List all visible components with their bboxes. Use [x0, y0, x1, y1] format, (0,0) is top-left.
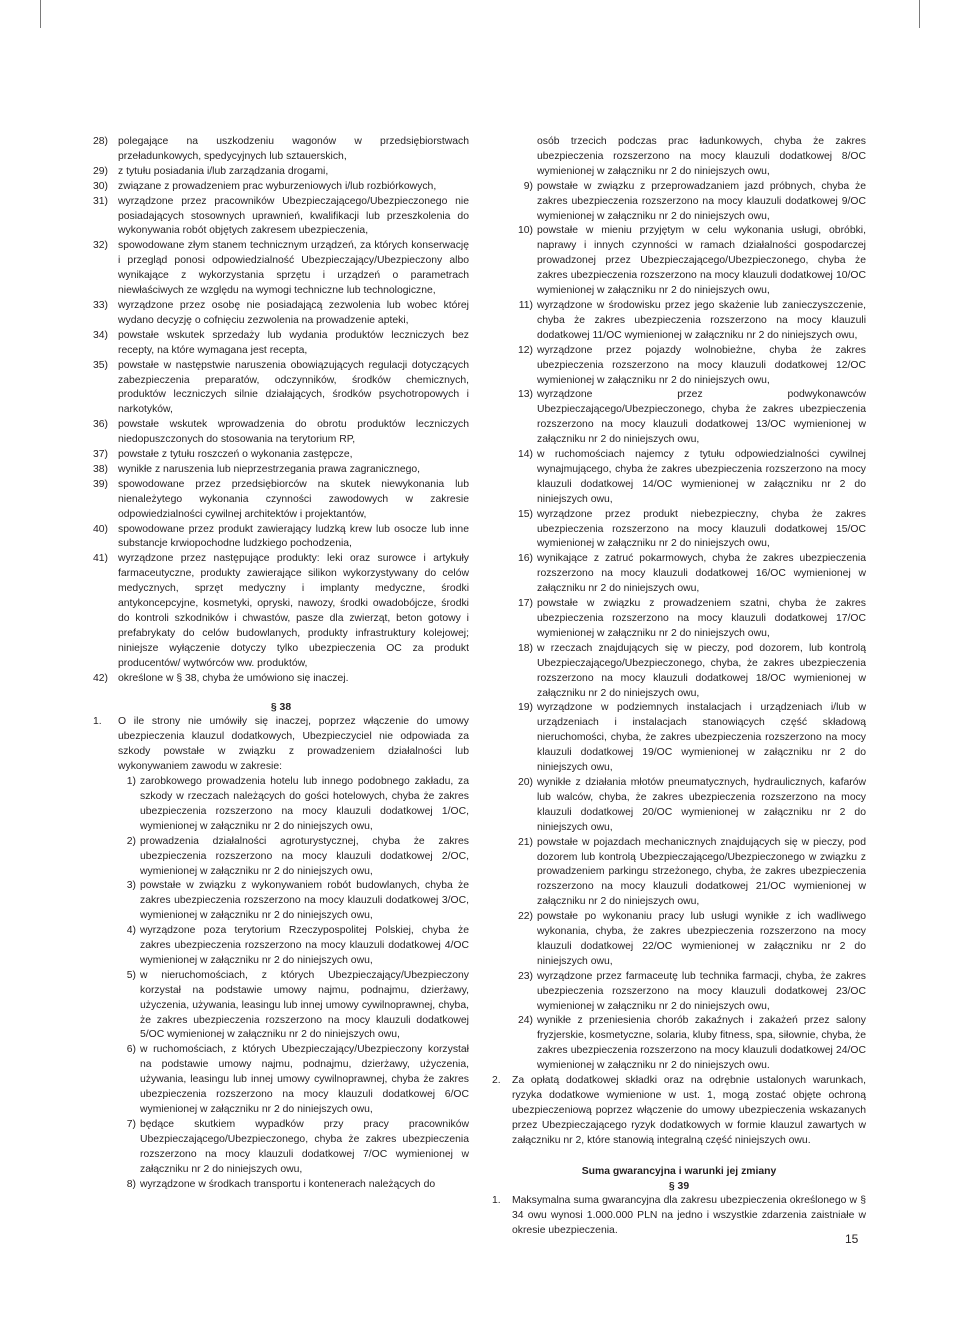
list-item	[492, 344, 866, 389]
list-item-number: 41)	[93, 553, 109, 565]
list-item-number: 19)	[517, 702, 533, 714]
crop-mark-right	[919, 0, 920, 28]
section-38-items-continued	[492, 180, 866, 1074]
list-item-text: osób trzecich podczas prac ładunkowych, chyba że zakres ubezpieczenia rozszerzono na mocy klauzuli dodatkowej 8/OC wymienionej w załączniku nr 2 do niniejszych owu,	[537, 136, 866, 177]
list-item-text: powstałe wskutek sprzedaży lub wydania produktów leczniczych bez recepty, na które wymagana jest recepta,	[118, 329, 469, 356]
list-item-text: będące skutkiem wypadków przy pracy pracowników Ubezpieczającego/Ubezpieczonego, chyba że zakres ubezpieczenia rozszerzono na mocy klauzuli dodatkowej 7/OC wymienionej w załączniku nr 2 do niniejszych owu,	[140, 1118, 469, 1175]
list-item-number: 12)	[517, 344, 533, 356]
list-item-number: 34)	[93, 329, 109, 341]
list-item-text: zarobkowego prowadzenia hotelu lub innego podobnego zakładu, za szkody w rzeczach należących do gości hotelowych, chyba że zakres ubezpieczenia rozszerzono na mocy klauzuli dodatkowej 1/OC, wymienionej w załączniku nr 2 do niniejszych owu,	[140, 776, 469, 832]
list-item-number: 17)	[517, 598, 533, 610]
exclusions-list-continued	[93, 135, 469, 687]
section-38-heading: § 38	[270, 701, 292, 713]
list-item	[492, 836, 866, 911]
list-item-text: wyrządzone w środowisku przez jego skażenie lub zanieczyszczenie, chyba że zakres ubezpieczenia rozszerzono na mocy klauzuli dodatkowej 11/OC wymienionej w załączniku nr 2 do niniejszych owu,	[537, 299, 866, 341]
list-item	[492, 1014, 866, 1074]
list-item-number: 29)	[93, 165, 109, 177]
list-item	[93, 463, 469, 478]
list-item-text: w rzeczach znajdujących się w pieczy, pod dozorem, lub kontrolą Ubezpieczającego/Ubezpieczonego, chyba, że zakres ubezpieczenia rozszerzono na mocy klauzuli dodatkowej 18/OC wymienionej w załączniku nr 2 do niniejszych owu,	[537, 642, 866, 699]
list-item-number: 39)	[93, 478, 109, 490]
list-item-text: wyrządzone przez farmaceutę lub technika farmacji, chyba, że zakres ubezpieczenia rozszerzono na mocy klauzuli dodatkowej 23/OC wymienionej w załączniku nr 2 do niniejszych owu,	[537, 970, 866, 1012]
list-item	[93, 299, 469, 329]
list-item-text: polegające na uszkodzeniu wagonów w przedsiębiorstwach przeładunkowych, spedycyjnych lub sztauerskich,	[118, 136, 469, 162]
list-item	[492, 597, 866, 642]
list-item-8-continued	[492, 135, 866, 180]
list-item-number: 16)	[517, 553, 533, 565]
list-item	[93, 329, 469, 359]
list-item-text: wyrządzone przez podwykonawców Ubezpieczającego/Ubezpieczonego, chyba że zakres ubezpieczenia rozszerzono na mocy klauzuli dodatkowej 13/OC wymienionej w załączniku nr 2 do niniejszych owu,	[537, 389, 866, 446]
list-item-text: spowodowane przez przedsiębiorców na skutek niewykonania lub nienależytego wykonania czynności zawodowych w zakresie odpowiedzialności cywilnej architektów i projektantów,	[118, 478, 469, 520]
list-item-text: wyrządzone przez pracowników Ubezpieczającego/Ubezpieczonego nie posiadających stosownych uprawnień, kwalifikacji lub przeszkolenia do wykonywania robót objętych zakresem ubezpieczenia,	[118, 195, 469, 237]
list-item	[492, 448, 866, 508]
left-column	[93, 135, 469, 1192]
list-item-text: spowodowane złym stanem technicznym urządzeń, za których konserwację i przegląd ponosi odpowiedzialność Ubezpieczający/Ubezpieczony albo wynikające z wykorzystania sprzętu i urządzeń o parametrach niewłaściwych ze względu na wymogi techniczne lub technologiczne,	[118, 240, 469, 297]
list-item	[93, 1178, 469, 1193]
list-item-number: 38)	[93, 463, 109, 475]
crop-mark-left	[40, 0, 41, 28]
list-item	[492, 180, 866, 225]
list-item-number: 30)	[93, 180, 109, 192]
list-item-number: 32)	[93, 240, 109, 252]
list-item-text: w nieruchomościach, z których Ubezpieczający/Ubezpieczony korzystał na podstawie umowy najmu, podnajmu, dzierżawy, użyczenia, używania, leasingu lub innej umowy cywilnoprawnej, chyba, że zakres ubezpieczenia rozszerzono na mocy klauzuli dodatkowej 5/OC wymienionej w załączniku nr 2 do niniejszych owu,	[140, 969, 469, 1041]
list-item	[492, 388, 866, 448]
list-item	[93, 835, 469, 880]
list-item-number: 24)	[517, 1015, 533, 1027]
list-item	[93, 969, 469, 1044]
list-item-text: wynikłe z naruszenia lub nieprzestrzegania prawa zagranicznego,	[118, 463, 421, 475]
list-item-text: powstałe wskutek wprowadzenia do obrotu produktów leczniczych niedopuszczonych do stosowania na terytorium RP,	[118, 419, 469, 446]
list-item-text: wyrządzone w podziemnych instalacjach i urządzeniach i/lub w urządzeniach i instalacjach stanowiących część składową nieruchomości, chyba, że zakres ubezpieczenia rozszerzono na mocy klauzuli dodatkowej 19/OC wymienionej w załączniku nr 2 do niniejszych owu,	[537, 702, 866, 774]
list-item-number: 36)	[93, 419, 109, 431]
list-item-number: 10)	[517, 225, 533, 237]
list-item-number: 33)	[93, 299, 109, 311]
list-item	[93, 1118, 469, 1178]
list-item-number: 15)	[517, 508, 533, 520]
list-item	[93, 180, 469, 195]
list-item-number: 28)	[93, 136, 109, 147]
list-item-text: powstałe w związku z przeprowadzaniem jazd próbnych, chyba że zakres ubezpieczenia rozszerzono na mocy klauzuli dodatkowej 9/OC wymienionej w załączniku nr 2 do niniejszych owu,	[537, 180, 866, 222]
list-item-number: 13)	[517, 389, 533, 401]
list-item-number: 6)	[126, 1044, 136, 1056]
page-number: 15	[845, 1232, 859, 1246]
paragraph-text: Maksymalna suma gwarancyjna dla zakresu ubezpieczenia określonego w § 34 owu wynosi 1.000.000 PLN na jedno i wszystkie zdarzenia zaistniałe w okresie ubezpieczenia.	[512, 1195, 866, 1237]
list-item-number: 5)	[126, 969, 136, 981]
list-item-number: 11)	[518, 299, 533, 311]
list-item-number: 35)	[93, 359, 109, 371]
list-item-number: 40)	[93, 523, 109, 535]
list-item	[492, 508, 866, 553]
list-item	[93, 418, 469, 448]
list-item-number: 1)	[126, 776, 136, 788]
paragraph-number: 1.	[492, 1195, 501, 1207]
list-item	[93, 165, 469, 180]
paragraph-text: Za opłatą dodatkowej składki oraz na odrębnie ustalonych warunkach, ryzyka dodatkowe wymienione w ust. 1, mogą zostać objęte ochroną ubezpieczeniową poprzez włączenie do umowy ubezpieczenia wskazanych przez Ubezpieczającego ryzyk dodatkowych w formie klauzul zawartych w załączniku nr 2, które stanowią integralną część niniejszych owu.	[512, 1075, 866, 1146]
list-item	[93, 775, 469, 835]
list-item	[93, 239, 469, 299]
list-item	[492, 552, 866, 597]
list-item	[93, 523, 469, 553]
paragraph-number: 2.	[492, 1075, 501, 1087]
right-column	[492, 135, 866, 1239]
list-item-text: wyrządzone w środkach transportu i kontenerach należących do	[140, 1178, 436, 1190]
list-item-text: powstałe w mieniu przyjętym w celu wykonania usługi, obróbki, naprawy i innych czynności w ramach działalności gospodarczej prowadzonej przez Ubezpieczającego/Ubezpieczonego, chyba że zakres ubezpieczenia rozszerzono na mocy klauzuli dodatkowej 10/OC wymienionej w załączniku nr 2 do niniejszych owu,	[537, 225, 866, 297]
list-item-number: 4)	[126, 925, 136, 937]
list-item	[93, 359, 469, 419]
section-38-items	[93, 775, 469, 1192]
list-item-text: wynikające z zatruć pokarmowych, chyba że zakres ubezpieczenia rozszerzono na mocy klauzuli dodatkowej 16/OC wymienionej w załączniku nr 2 do niniejszych owu,	[537, 553, 866, 595]
list-item	[492, 701, 866, 776]
list-item	[93, 135, 469, 165]
list-item-text: powstałe z tytułu roszczeń o wykonania zastępcze,	[118, 449, 353, 461]
list-item	[93, 672, 469, 687]
list-item-text: w ruchomościach, z których Ubezpieczający/Ubezpieczony korzystał na podstawie umowy najmu, podnajmu, dzierżawy, użyczenia, używania, leasingu lub innej umowy cywilnoprawnej, chyba że zakres ubezpieczenia rozszerzono na mocy klauzuli dodatkowej 6/OC wymienionej w załączniku nr 2 do niniejszych owu,	[140, 1044, 469, 1115]
section-39-paragraph-1	[492, 1194, 866, 1239]
list-item-text: powstałe w związku z prowadzeniem szatni, chyba że zakres ubezpieczenia rozszerzono na mocy klauzuli dodatkowej 17/OC wymienionej w załączniku nr 2 do niniejszych owu,	[537, 598, 866, 639]
list-item-number: 14)	[517, 449, 533, 461]
paragraph-text: O ile strony nie umówiły się inaczej, poprzez włączenie do umowy ubezpieczenia klauzul dodatkowych, Ubezpieczyciel nie odpowiada za szkody powstałe w związku z prowadzeniem działalności lub wykonywaniem zawodu w zakresie:	[118, 716, 469, 773]
list-item-number: 23)	[517, 970, 533, 982]
list-item-text: wyrządzone poza terytorium Rzeczypospolitej Polskiej, chyba że zakres ubezpieczenia rozszerzono na mocy klauzuli dodatkowej 4/OC wymienionej w załączniku nr 2 do niniejszych owu,	[140, 925, 469, 966]
list-item-number: 31)	[93, 195, 109, 207]
list-item-text: wynikłe z działania młotów pneumatycznych, hydraulicznych, kafarów lub walców, chyba, że zakres ubezpieczenia rozszerzono na mocy klauzuli dodatkowej 20/OC wymienionej w załączniku nr 2 do niniejszych owu,	[537, 776, 866, 833]
list-item-text: powstałe w związku z wykonywaniem robót budowlanych, chyba że zakres ubezpieczenia rozszerzono na mocy klauzuli dodatkowej 3/OC, wymienionej w załączniku nr 2 do niniejszych owu,	[140, 880, 469, 922]
list-item	[492, 910, 866, 970]
list-item-text: powstałe w pojazdach mechanicznych znajdujących się w pieczy, pod dozorem lub kontrolą Ubezpieczającego/Ubezpieczonego w związku z prowadzeniem parkingu strzeżonego, chyba, że zakres ubezpieczenia rozszerzono na mocy klauzuli dodatkowej 21/OC wymienionej w załączniku nr 2 do niniejszych owu,	[537, 836, 866, 908]
section-39-title: Suma gwarancyjna i warunki jej zmiany	[581, 1165, 777, 1177]
section-38-paragraph-1	[93, 715, 469, 775]
section-38-paragraph-2	[492, 1074, 866, 1149]
list-item-number: 37)	[93, 449, 109, 461]
list-item	[492, 776, 866, 836]
list-item-text: z tytułu posiadania i/lub zarządzania drogami,	[118, 165, 329, 177]
list-item-number: 8)	[126, 1178, 136, 1190]
list-item	[93, 1043, 469, 1118]
list-item	[492, 299, 866, 344]
section-39-heading: § 39	[668, 1180, 690, 1192]
list-item-text: wynikłe z przeniesienia chorób zakaźnych i zakażeń przez salony fryzjerskie, kosmetyczne, solaria, kluby fitness, spa, siłownie, chyba, że zakres ubezpieczenia rozszerzono na mocy klauzuli dodatkowej 24/OC wymienionej w załączniku nr 2 do niniejszych owu.	[537, 1015, 866, 1072]
list-item-text: powstałe w następstwie naruszenia obowiązujących regulacji dotyczących zabezpieczenia preparatów, odczynników, środków chemicznych, produktów leczniczych silnie działających, środków psychotropowych i narkotyków,	[118, 359, 469, 416]
list-item-number: 2)	[126, 835, 136, 847]
list-item	[93, 195, 469, 240]
list-item	[93, 552, 469, 671]
list-item-number: 42)	[93, 672, 109, 684]
list-item-number: 3)	[126, 880, 136, 892]
list-item-text: spowodowane przez produkt zawierający ludzką krew lub osocze lub inne substancje krwiopochodne ludzkiego pochodzenia,	[118, 523, 469, 550]
list-item-number: 18)	[517, 642, 533, 654]
list-item-text: wyrządzone przez osobę nie posiadającą zezwolenia lub wobec której wydano decyzję o cofnięciu zezwolenia na prowadzenie apteki,	[118, 299, 469, 326]
list-item-number: 7)	[126, 1118, 136, 1130]
list-item-text: wyrządzone przez pojazdy wolnobieżne, chyba że zakres ubezpieczenia rozszerzono na mocy klauzuli dodatkowej 12/OC wymienionej w załączniku nr 2 do niniejszych owu,	[537, 344, 866, 386]
list-item-number: 22)	[517, 911, 533, 923]
list-item	[492, 970, 866, 1015]
list-item-number: 20)	[517, 776, 533, 788]
list-item-number: 21)	[517, 836, 533, 848]
list-item	[492, 642, 866, 702]
list-item	[93, 448, 469, 463]
list-item	[492, 224, 866, 299]
list-item-text: powstałe po wykonaniu pracy lub usługi wynikłe z ich wadliwego wykonania, chyba, że zakres ubezpieczenia rozszerzono na mocy klauzuli dodatkowej 22/OC wymienionej w załączniku nr 2 do niniejszych owu,	[537, 911, 866, 967]
list-item	[93, 879, 469, 924]
list-item-text: określone w § 38, chyba że umówiono się inaczej.	[118, 672, 349, 684]
list-item-text: wyrządzone przez następujące produkty: leki oraz surowce i artykuły farmaceutyczne, produkty zawierające silikon wykorzystywany do celów medycznych, sprzęt medyczny i implanty medyczne, środki antykoncepcyjne, kosmetyki, opryski, nawozy, środki owadobójcze, środki do kontroli szkodników i chwastów, pasze dla zwierząt, beton gotowy i prefabrykaty do celów budowlanych, produkty infrastruktury kolejowej; niniejsze wyłączenie dotyczy tylko ubezpieczenia OC za produkt producentów/ wytwórców ww. produktów,	[118, 553, 469, 669]
list-item-text: wyrządzone przez produkt niebezpieczny, chyba że zakres ubezpieczenia rozszerzono na mocy klauzuli dodatkowej 15/OC wymienionej w załączniku nr 2 do niniejszych owu,	[537, 508, 866, 550]
list-item-text: w ruchomościach najemcy z tytułu odpowiedzialności cywilnej wynajmującego, chyba że zakres ubezpieczenia rozszerzono na mocy klauzuli dodatkowej 14/OC wymienionej w załączniku nr 2 do niniejszych owu,	[537, 449, 866, 505]
list-item-number: 9)	[523, 180, 533, 192]
paragraph-number: 1.	[93, 716, 102, 728]
list-item-text: prowadzenia działalności agroturystycznej, chyba że zakres ubezpieczenia rozszerzono na mocy klauzuli dodatkowej 2/OC, wymienionej w załączniku nr 2 do niniejszych owu,	[140, 835, 469, 877]
list-item	[93, 924, 469, 969]
list-item-text: związane z prowadzeniem prac wyburzeniowych i/lub rozbiórkowych,	[118, 180, 437, 192]
list-item	[93, 478, 469, 523]
